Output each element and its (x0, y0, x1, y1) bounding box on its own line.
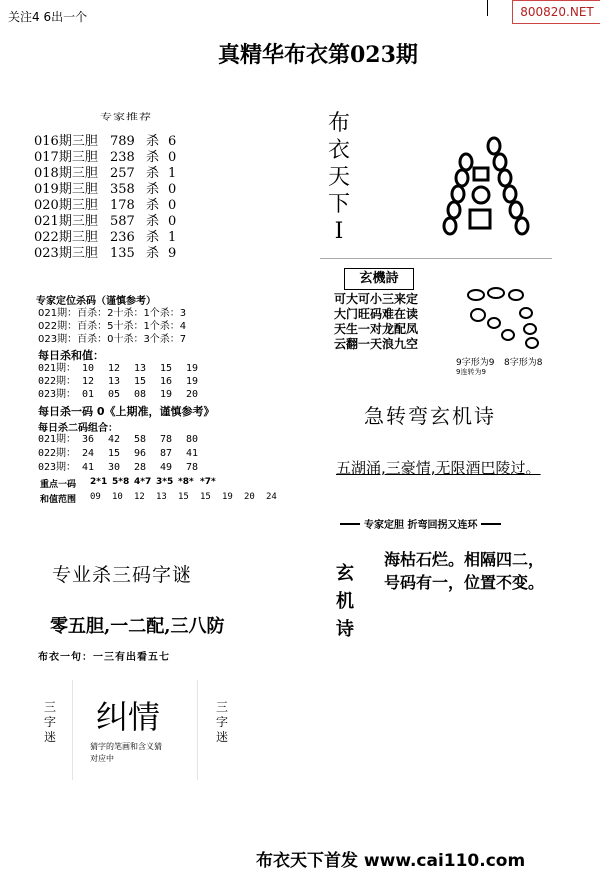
kill-label: 杀 (146, 182, 160, 197)
row-label: 023期： (38, 462, 77, 473)
kill-three-saying: 布衣一句：一三有出看五七 (38, 652, 170, 663)
list-item: 021期：百杀：2十杀：1个杀：3 (38, 308, 187, 319)
value: 01 (82, 389, 95, 400)
kill: 1 (168, 166, 177, 181)
follow-note: 关注4 6出一个 (8, 10, 88, 24)
beads-a-figure-icon (430, 130, 540, 240)
value: 10 (82, 363, 95, 374)
poem-verse (384, 548, 544, 594)
title-char: 下 (327, 192, 350, 217)
list-item (38, 447, 212, 461)
value: 24 (82, 448, 95, 459)
value: *7* (200, 477, 216, 487)
value: 4*7 (134, 477, 152, 487)
list-item (34, 166, 176, 182)
value: 13 (156, 492, 167, 502)
value: 15 (108, 448, 121, 459)
digits: 135 (110, 246, 135, 261)
value: 78 (160, 434, 173, 445)
kill: 0 (168, 198, 177, 213)
kill-label: 杀 (146, 166, 160, 181)
value: 87 (160, 448, 173, 459)
poem-side (334, 560, 356, 644)
value: 42 (108, 434, 121, 445)
list-item (38, 362, 212, 375)
corner-line (487, 0, 496, 16)
value: 96 (134, 448, 147, 459)
period: 020期三胆 (34, 198, 98, 213)
digits: 238 (110, 150, 135, 165)
position-kill-heading: 专家定位杀码（谨慎参考） (36, 296, 156, 307)
value: 3*5 (156, 477, 174, 487)
verse-line: 海枯石烂。相隔四二， (384, 550, 545, 569)
value: 12 (134, 492, 145, 502)
digits: 358 (110, 182, 135, 197)
kill: 0 (168, 214, 177, 229)
period: 022期三胆 (34, 230, 98, 245)
kill: 1 (168, 230, 177, 245)
value: 24 (266, 492, 277, 502)
poem-divider (340, 516, 540, 531)
mystic-heading: 玄機詩 (344, 268, 414, 290)
sum-range-label: 和值范围 (40, 495, 77, 505)
digits: 236 (110, 230, 135, 245)
poem-line: 五湖涌,三豪情,无限酒巴陵过。 (336, 459, 541, 477)
side-char: 玄 (336, 563, 354, 584)
value: 41 (186, 448, 199, 459)
key-code (40, 477, 222, 490)
period: 023期三胆 (34, 246, 98, 261)
value: 13 (134, 363, 147, 374)
title-char: 布 (327, 111, 350, 136)
list-item (38, 461, 212, 475)
title-char: 衣 (327, 138, 350, 163)
daily-sum-heading: 每日杀和值： (38, 349, 104, 362)
buyi-title (326, 110, 352, 245)
value: 15 (178, 492, 189, 502)
riddle-word: 纠情 (96, 698, 161, 736)
value: 19 (186, 376, 199, 387)
row-label: 023期： (38, 389, 77, 400)
period: 018期三胆 (34, 166, 98, 181)
expert-list (34, 134, 176, 262)
verse-line: 号码有一，位置不变。 (384, 573, 545, 592)
mystic-caption-2: 8字形为8 (504, 358, 543, 368)
list-item: 022期：百杀：5十杀：1个杀：4 (38, 321, 187, 332)
list-item (38, 388, 212, 401)
kill-three-hint: 零五胆,一二配,三八防 (50, 616, 225, 637)
poem-title: 急转弯玄机诗 (364, 404, 496, 428)
kill: 9 (168, 246, 177, 261)
period: 017期三胆 (34, 150, 98, 165)
digits: 178 (110, 198, 135, 213)
kill: 6 (168, 134, 177, 149)
value: 10 (112, 492, 123, 502)
value: 58 (134, 434, 147, 445)
daily-sum-list (38, 362, 212, 401)
value: 12 (108, 363, 121, 374)
value: 15 (134, 376, 147, 387)
daily-two-heading: 每日杀二码组合： (38, 423, 118, 434)
mystic-lines (334, 292, 418, 352)
kill-label: 杀 (146, 150, 160, 165)
divider-line (340, 523, 360, 525)
list-item (34, 214, 176, 230)
value: 16 (160, 376, 173, 387)
daily-one-code: 每日杀一码 0《上期准，谨慎参考》 (38, 405, 215, 418)
value: 12 (82, 376, 95, 387)
riddle-side-left: 三字迷 (43, 700, 56, 744)
riddle-note-1: 猜字的笔画和含义猜 (90, 742, 162, 751)
kill: 0 (168, 182, 177, 197)
kill-label: 杀 (146, 230, 160, 245)
watermark: 800820.NET (512, 0, 600, 24)
list-item (38, 433, 212, 447)
position-kill-list (38, 307, 186, 346)
list-item (34, 182, 176, 198)
list-item (34, 134, 176, 150)
list-item: 023期：百杀：0十杀：3个杀：7 (38, 334, 187, 345)
title-char: 天 (327, 165, 350, 190)
divider-text: 专家定胆 折弯回拐又连环 (364, 520, 478, 531)
value: 36 (82, 434, 95, 445)
kill-label: 杀 (146, 214, 160, 229)
value: 2*1 (90, 477, 108, 487)
value: 19 (160, 389, 173, 400)
sum-range (40, 492, 288, 505)
value: 19 (222, 492, 233, 502)
value: 19 (186, 363, 199, 374)
list-item (38, 375, 212, 388)
poem-line: 天生一对龙配凤 (334, 322, 419, 336)
value: 08 (134, 389, 147, 400)
footer-text: 布衣天下首发 www.cai110.com (256, 851, 526, 871)
row-label: 022期： (38, 448, 77, 459)
list-item (34, 230, 176, 246)
digits: 789 (110, 134, 135, 149)
page-title: 真精华布衣第023期 (218, 42, 418, 68)
value: 41 (82, 462, 95, 473)
poem-line: 云翻一天浪九空 (334, 337, 419, 351)
kill-label: 杀 (146, 246, 160, 261)
expert-heading: 专家推荐 (100, 111, 153, 122)
value: 05 (108, 389, 121, 400)
kill-label: 杀 (146, 134, 160, 149)
row-label: 021期： (38, 434, 77, 445)
title-char: I (334, 219, 344, 244)
side-char: 诗 (336, 619, 354, 640)
period: 021期三胆 (34, 214, 98, 229)
key-code-label: 重点一码 (40, 480, 77, 490)
period: 016期三胆 (34, 134, 98, 149)
value: 09 (90, 492, 101, 502)
digits: 587 (110, 214, 135, 229)
side-char: 机 (336, 591, 354, 612)
riddle-side-right: 三字迷 (215, 700, 228, 744)
list-item (34, 150, 176, 166)
value: 13 (108, 376, 121, 387)
period: 019期三胆 (34, 182, 98, 197)
value: 15 (200, 492, 211, 502)
value: 30 (108, 462, 121, 473)
beads-nine-eight-icon (466, 283, 546, 353)
value: 28 (134, 462, 147, 473)
poem-line: 可大可小三来定 (334, 292, 419, 306)
list-item (34, 198, 176, 214)
digits: 257 (110, 166, 135, 181)
value: 15 (160, 363, 173, 374)
value: 80 (186, 434, 199, 445)
kill: 0 (168, 150, 177, 165)
mystic-caption-1b: 9连转为9 (456, 368, 486, 376)
poem-line: 大门旺码难在读 (334, 307, 419, 321)
value: 78 (186, 462, 199, 473)
mystic-caption-1: 9字形为9 (456, 358, 495, 368)
kill-label: 杀 (146, 198, 160, 213)
list-item (34, 246, 176, 262)
row-label: 021期： (38, 363, 77, 374)
daily-two-list (38, 433, 212, 475)
riddle-note-2: 对应中 (90, 754, 114, 763)
row-label: 022期： (38, 376, 77, 387)
value: 49 (160, 462, 173, 473)
divider-line (481, 523, 501, 525)
value: 20 (186, 389, 199, 400)
value: 5*8 (112, 477, 130, 487)
value: 20 (244, 492, 255, 502)
kill-three-title: 专业杀三码字谜 (52, 564, 193, 586)
value: *8* (178, 477, 194, 487)
